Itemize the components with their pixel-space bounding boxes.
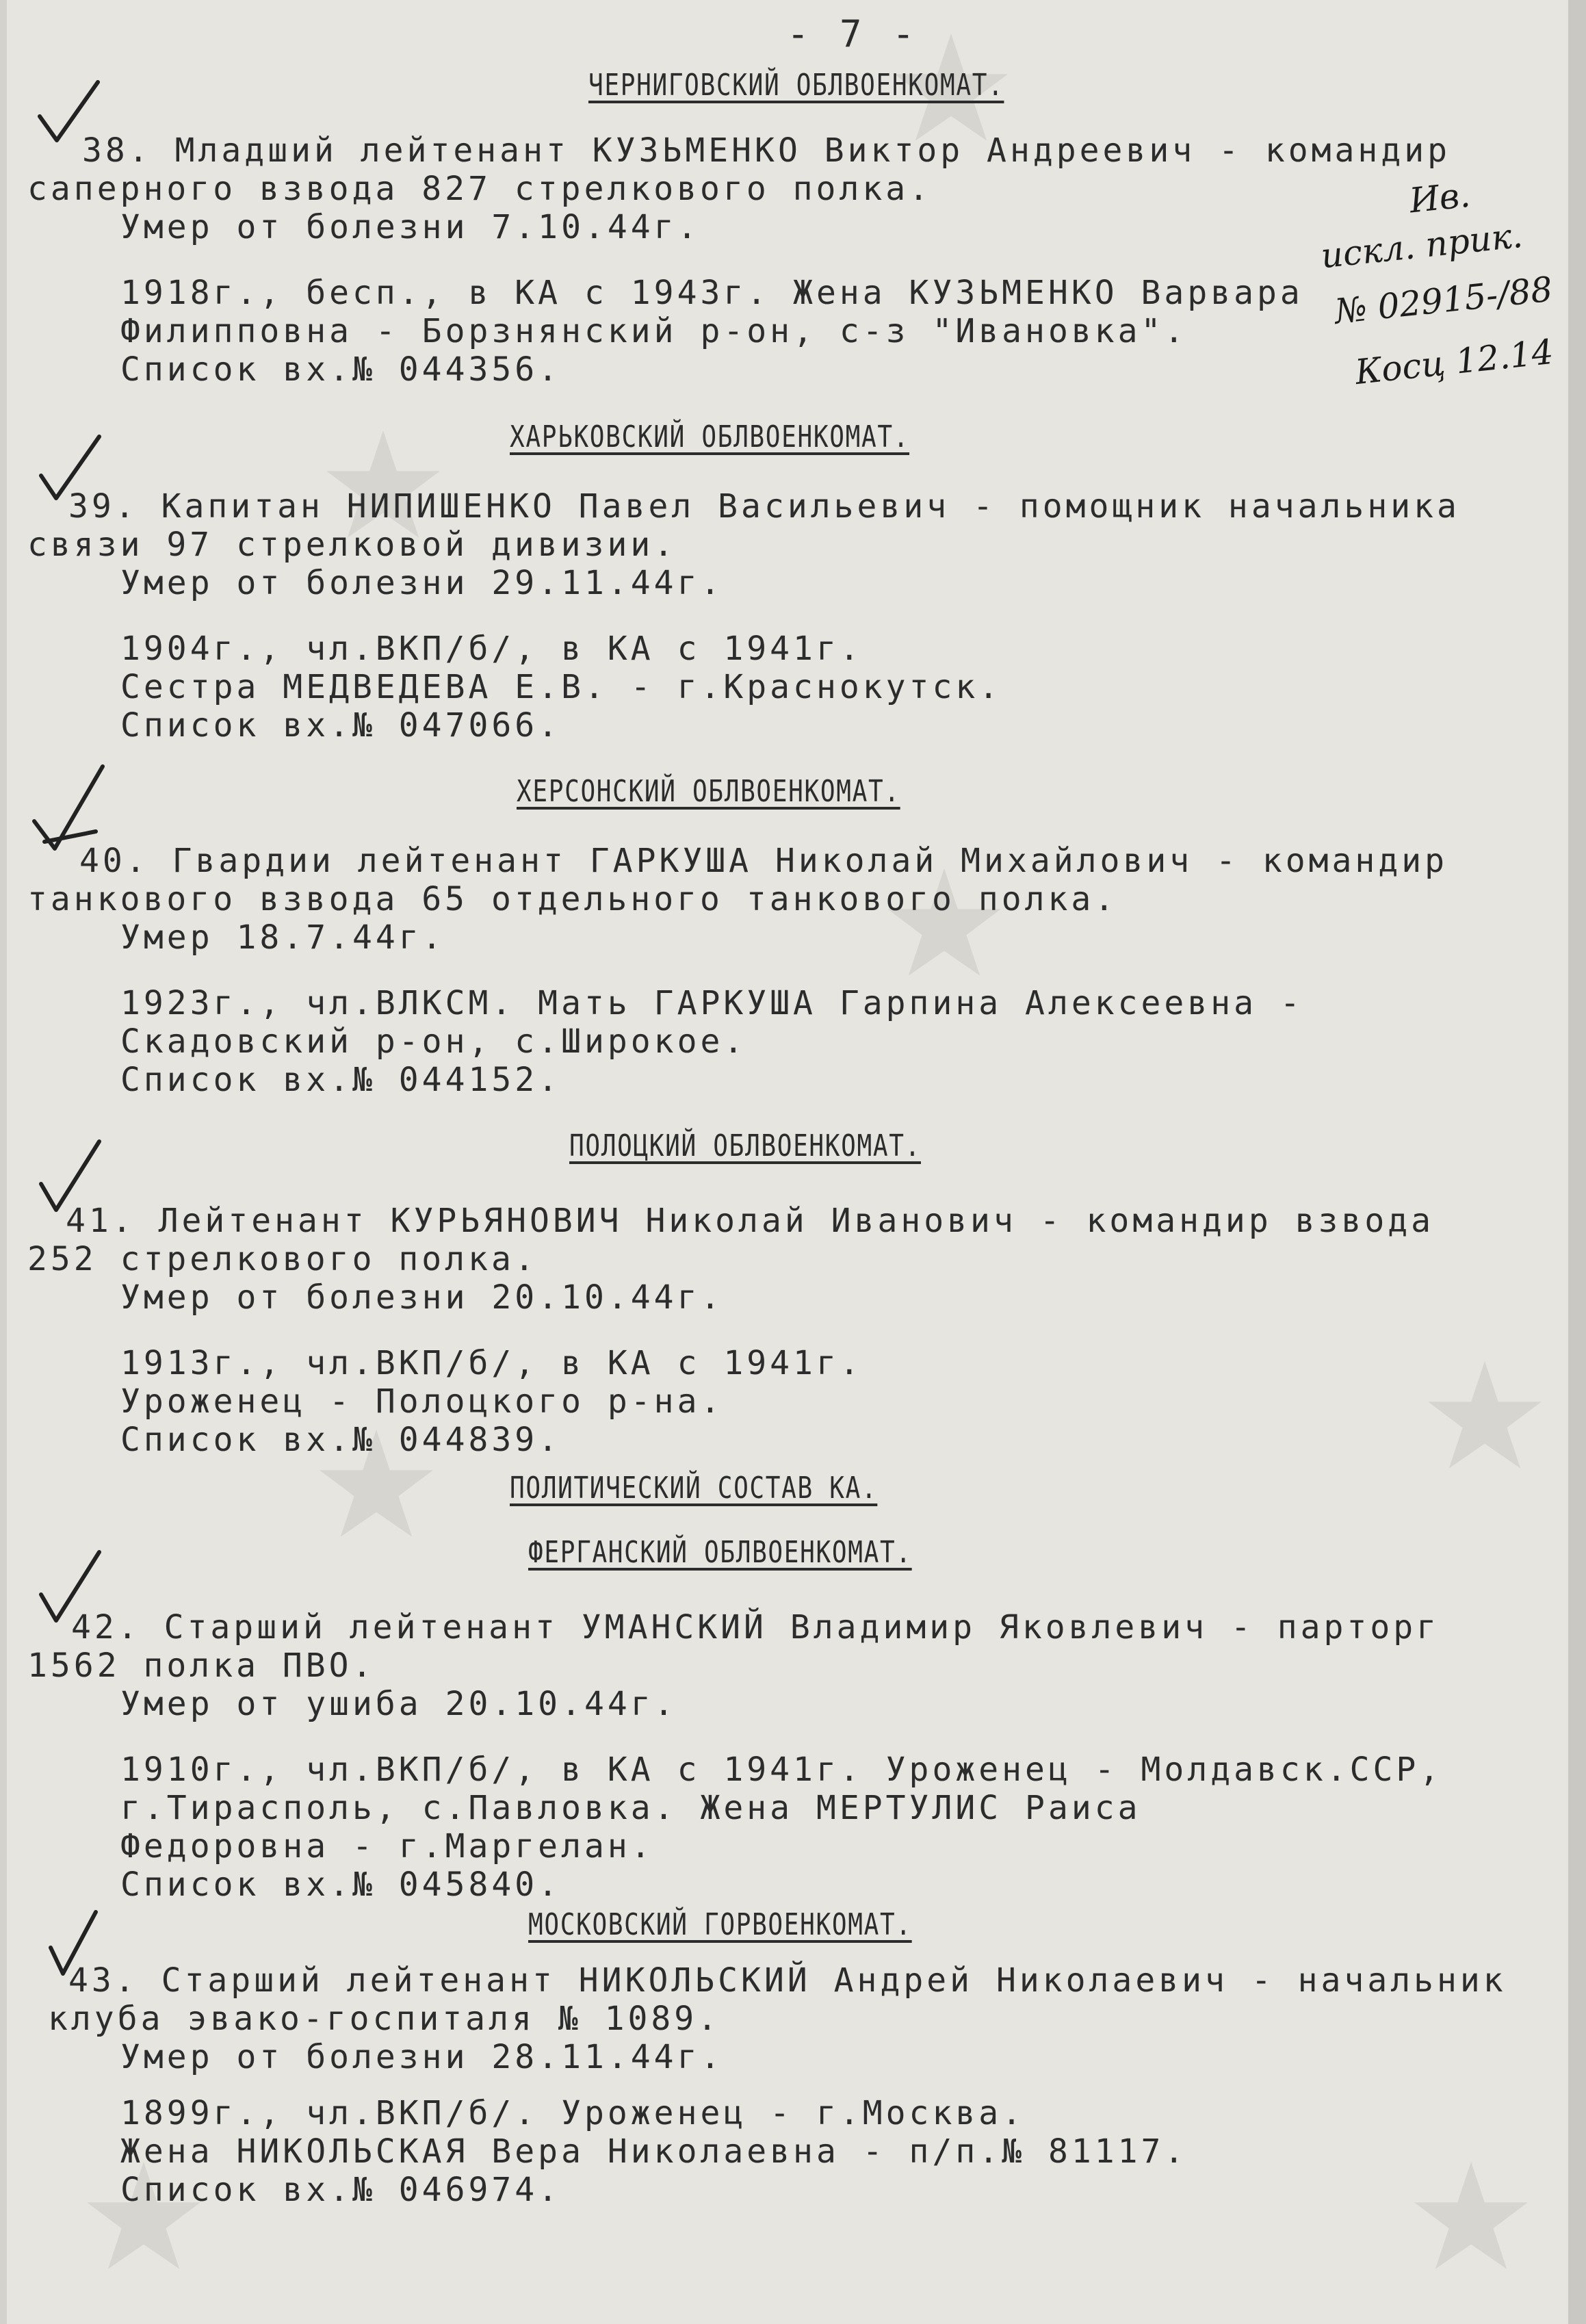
handwritten-note-line: искл. прик.: [1318, 215, 1525, 276]
entry-line: Умер от болезни 29.11.44г.: [120, 564, 724, 602]
section-heading: ПОЛИТИЧЕСКИЙ СОСТАВ КА.: [510, 1471, 878, 1506]
entry-line: Умер от ушиба 20.10.44г.: [120, 1685, 677, 1723]
entry-line: Филипповна - Борзнянский р-он, с-з "Ивановка".: [120, 312, 1188, 350]
handwritten-note-line: Косц 12.14: [1353, 331, 1555, 393]
entry-line: Уроженец - Полоцкого р-на.: [120, 1382, 724, 1421]
entry-line: Скадовский р-он, с.Широкое.: [120, 1022, 747, 1061]
entry-line: 1923г., чл.ВЛКСМ. Мать ГАРКУША Гарпина Алексеевна -: [120, 984, 1303, 1022]
entry-line: связи 97 стрелковой дивизии.: [27, 526, 677, 564]
section-heading: МОСКОВСКИЙ ГОРВОЕНКОМАТ.: [528, 1907, 912, 1942]
star-watermark-icon: [1409, 2156, 1533, 2279]
entry-line: Умер от болезни 7.10.44г.: [120, 208, 701, 246]
entry-line: Сестра МЕДВЕДЕВА Е.В. - г.Краснокутск.: [120, 668, 1002, 706]
entry-line: 41. Лейтенант КУРЬЯНОВИЧ Николай Иванович - командир взвода: [66, 1202, 1435, 1240]
entry-line: 1562 полка ПВО.: [27, 1647, 376, 1685]
entry-line: клуба эвако-госпиталя № 1089.: [48, 2000, 721, 2038]
page-right-edge: [1568, 0, 1586, 2324]
entry-line: Список вх.№ 044839.: [120, 1421, 562, 1459]
entry-line: Умер от болезни 28.11.44г.: [120, 2038, 724, 2076]
section-heading: ФЕРГАНСКИЙ ОБЛВОЕНКОМАТ.: [528, 1535, 912, 1570]
entry-line: Умер от болезни 20.10.44г.: [120, 1278, 724, 1317]
page-number: - 7 -: [787, 12, 919, 55]
handwritten-note-line: № 02915-/88: [1332, 269, 1555, 332]
entry-line: Федоровна - г.Маргелан.: [120, 1827, 654, 1865]
entry-line: саперного взвода 827 стрелкового полка.: [27, 170, 933, 208]
entry-line: Умер 18.7.44г.: [120, 918, 445, 957]
handwritten-note-line: Ив.: [1407, 175, 1472, 221]
entry-line: Жена НИКОЛЬСКАЯ Вера Николаевна - п/п.№ 81117.: [120, 2132, 1188, 2171]
entry-line: Список вх.№ 045840.: [120, 1865, 562, 1904]
entry-line: 1913г., чл.ВКП/б/, в КА с 1941г.: [120, 1344, 863, 1382]
entry-line: 40. Гвардии лейтенант ГАРКУША Николай Михайлович - командир: [79, 842, 1448, 880]
entry-line: Список вх.№ 044356.: [120, 350, 562, 389]
section-heading: ЧЕРНИГОВСКИЙ ОБЛВОЕНКОМАТ.: [588, 68, 1004, 103]
section-heading: ХАРЬКОВСКИЙ ОБЛВОЕНКОМАТ.: [510, 419, 910, 454]
entry-line: 1904г., чл.ВКП/б/, в КА с 1941г.: [120, 630, 863, 668]
entry-line: г.Тирасполь, с.Павловка. Жена МЕРТУЛИС Раиса: [120, 1789, 1141, 1827]
entry-line: Список вх.№ 047066.: [120, 706, 562, 745]
section-heading: ХЕРСОНСКИЙ ОБЛВОЕНКОМАТ.: [517, 774, 900, 809]
entry-line: танкового взвода 65 отдельного танкового полка.: [27, 880, 1118, 918]
entry-line: 38. Младший лейтенант КУЗЬМЕНКО Виктор Андреевич - командир: [82, 131, 1451, 170]
entry-line: Список вх.№ 046974.: [120, 2171, 562, 2209]
section-heading: ПОЛОЦКИЙ ОБЛВОЕНКОМАТ.: [569, 1128, 921, 1163]
entry-line: 1899г., чл.ВКП/б/. Уроженец - г.Москва.: [120, 2094, 1026, 2132]
star-watermark-icon: [1423, 1355, 1546, 1478]
entry-line: 252 стрелкового полка.: [27, 1240, 538, 1278]
entry-line: 1918г., бесп., в КА с 1943г. Жена КУЗЬМЕНКО Варвара: [120, 274, 1303, 312]
page-left-edge: [0, 0, 7, 2324]
entry-line: 1910г., чл.ВКП/б/, в КА с 1941г. Уроженец - Молдавск.ССР,: [120, 1751, 1443, 1789]
entry-line: 43. Старший лейтенант НИКОЛЬСКИЙ Андрей Николаевич - начальник: [68, 1961, 1507, 2000]
entry-line: 39. Капитан НИПИШЕНКО Павел Васильевич - помощник начальника: [68, 487, 1460, 526]
entry-line: Список вх.№ 044152.: [120, 1061, 562, 1099]
entry-line: 42. Старший лейтенант УМАНСКИЙ Владимир Яковлевич - парторг: [71, 1608, 1440, 1647]
